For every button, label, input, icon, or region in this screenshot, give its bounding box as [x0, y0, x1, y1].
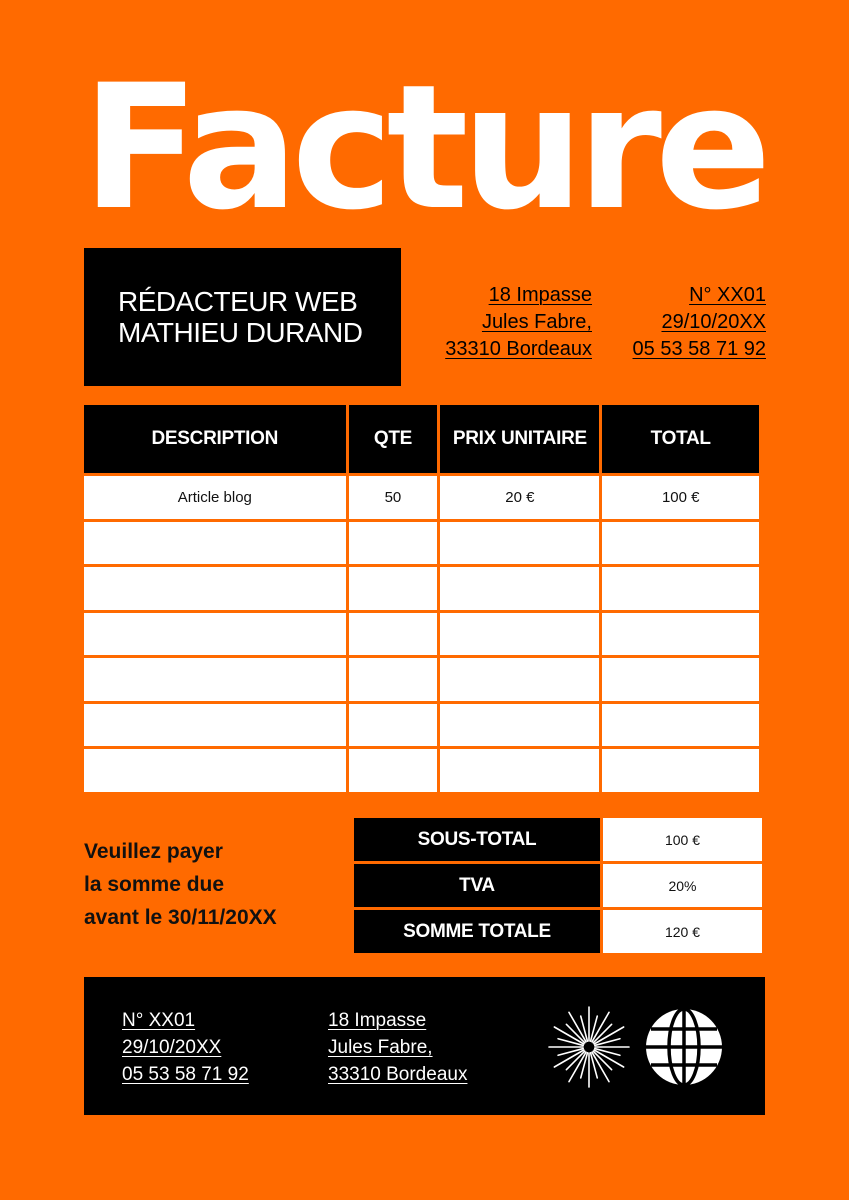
- cell-unit-price: 20 €: [440, 476, 599, 519]
- invoice-title: Facture: [82, 47, 765, 248]
- globe-icon: [644, 1007, 724, 1087]
- cell-description: [84, 613, 346, 656]
- cell-total: [602, 749, 759, 792]
- payment-note-line-1: Veuillez payer: [84, 840, 223, 863]
- cell-description: [84, 704, 346, 747]
- invoice-number: N° XX01: [689, 284, 766, 306]
- grand-total-label: SOMME TOTALE: [354, 910, 600, 953]
- footer-invoice-info: [122, 1007, 249, 1088]
- cell-description: [84, 658, 346, 701]
- cell-quantity: [349, 658, 438, 701]
- cell-total: [602, 658, 759, 701]
- footer-address-line-2: Jules Fabre,: [328, 1037, 433, 1058]
- header-quantity: QTE: [349, 405, 438, 473]
- footer: [84, 977, 765, 1115]
- grand-total-value: 120 €: [603, 910, 762, 953]
- cell-total: [602, 522, 759, 565]
- footer-invoice-phone: 05 53 58 71 92: [122, 1064, 249, 1085]
- payment-note-line-3: avant le 30/11/20XX: [84, 906, 277, 929]
- subtotal-row: [354, 818, 762, 861]
- cell-unit-price: [440, 613, 599, 656]
- table-row: [84, 567, 759, 610]
- cell-unit-price: [440, 522, 599, 565]
- header-address: [410, 282, 592, 363]
- cell-unit-price: [440, 567, 599, 610]
- issuer-block: [84, 248, 401, 386]
- header-invoice-info: [600, 282, 766, 363]
- table-row: [84, 476, 759, 519]
- footer-address: [328, 1007, 467, 1088]
- payment-note-line-2: la somme due: [84, 873, 225, 896]
- table-row: [84, 658, 759, 701]
- totals-table: [351, 815, 765, 956]
- issuer-role: RÉDACTEUR WEB: [118, 286, 358, 317]
- footer-invoice-date: 29/10/20XX: [122, 1037, 222, 1058]
- cell-quantity: [349, 613, 438, 656]
- footer-address-line-3: 33310 Bordeaux: [328, 1064, 468, 1085]
- vat-label: TVA: [354, 864, 600, 907]
- footer-address-line-1: 18 Impasse: [328, 1010, 427, 1031]
- vat-value: 20%: [603, 864, 762, 907]
- cell-quantity: 50: [349, 476, 438, 519]
- cell-quantity: [349, 704, 438, 747]
- address-line-3: 33310 Bordeaux: [445, 338, 592, 360]
- cell-quantity: [349, 567, 438, 610]
- cell-total: [602, 613, 759, 656]
- cell-total: 100 €: [602, 476, 759, 519]
- subtotal-value: 100 €: [603, 818, 762, 861]
- table-header-row: [84, 405, 759, 473]
- table-row: [84, 522, 759, 565]
- header-description: DESCRIPTION: [84, 405, 346, 473]
- cell-quantity: [349, 522, 438, 565]
- footer-invoice-number: N° XX01: [122, 1010, 196, 1031]
- table-row: [84, 613, 759, 656]
- table-row: [84, 704, 759, 747]
- starburst-icon: [547, 1005, 631, 1089]
- cell-quantity: [349, 749, 438, 792]
- cell-total: [602, 567, 759, 610]
- invoice-phone: 05 53 58 71 92: [632, 338, 766, 360]
- address-line-2: Jules Fabre,: [481, 311, 592, 333]
- cell-unit-price: [440, 749, 599, 792]
- header-total: TOTAL: [602, 405, 759, 473]
- address-line-1: 18 Impasse: [488, 284, 592, 306]
- cell-total: [602, 704, 759, 747]
- cell-description: [84, 749, 346, 792]
- cell-unit-price: [440, 704, 599, 747]
- issuer-name: MATHIEU DURAND: [118, 317, 363, 348]
- cell-description: [84, 567, 346, 610]
- header-unit-price: PRIX UNITAIRE: [440, 405, 599, 473]
- cell-description: [84, 522, 346, 565]
- items-table: [81, 402, 762, 795]
- vat-row: [354, 864, 762, 907]
- subtotal-label: SOUS-TOTAL: [354, 818, 600, 861]
- cell-unit-price: [440, 658, 599, 701]
- payment-note: [84, 835, 277, 934]
- invoice-date: 29/10/20XX: [661, 311, 766, 333]
- grand-total-row: [354, 910, 762, 953]
- cell-description: Article blog: [84, 476, 346, 519]
- table-row: [84, 749, 759, 792]
